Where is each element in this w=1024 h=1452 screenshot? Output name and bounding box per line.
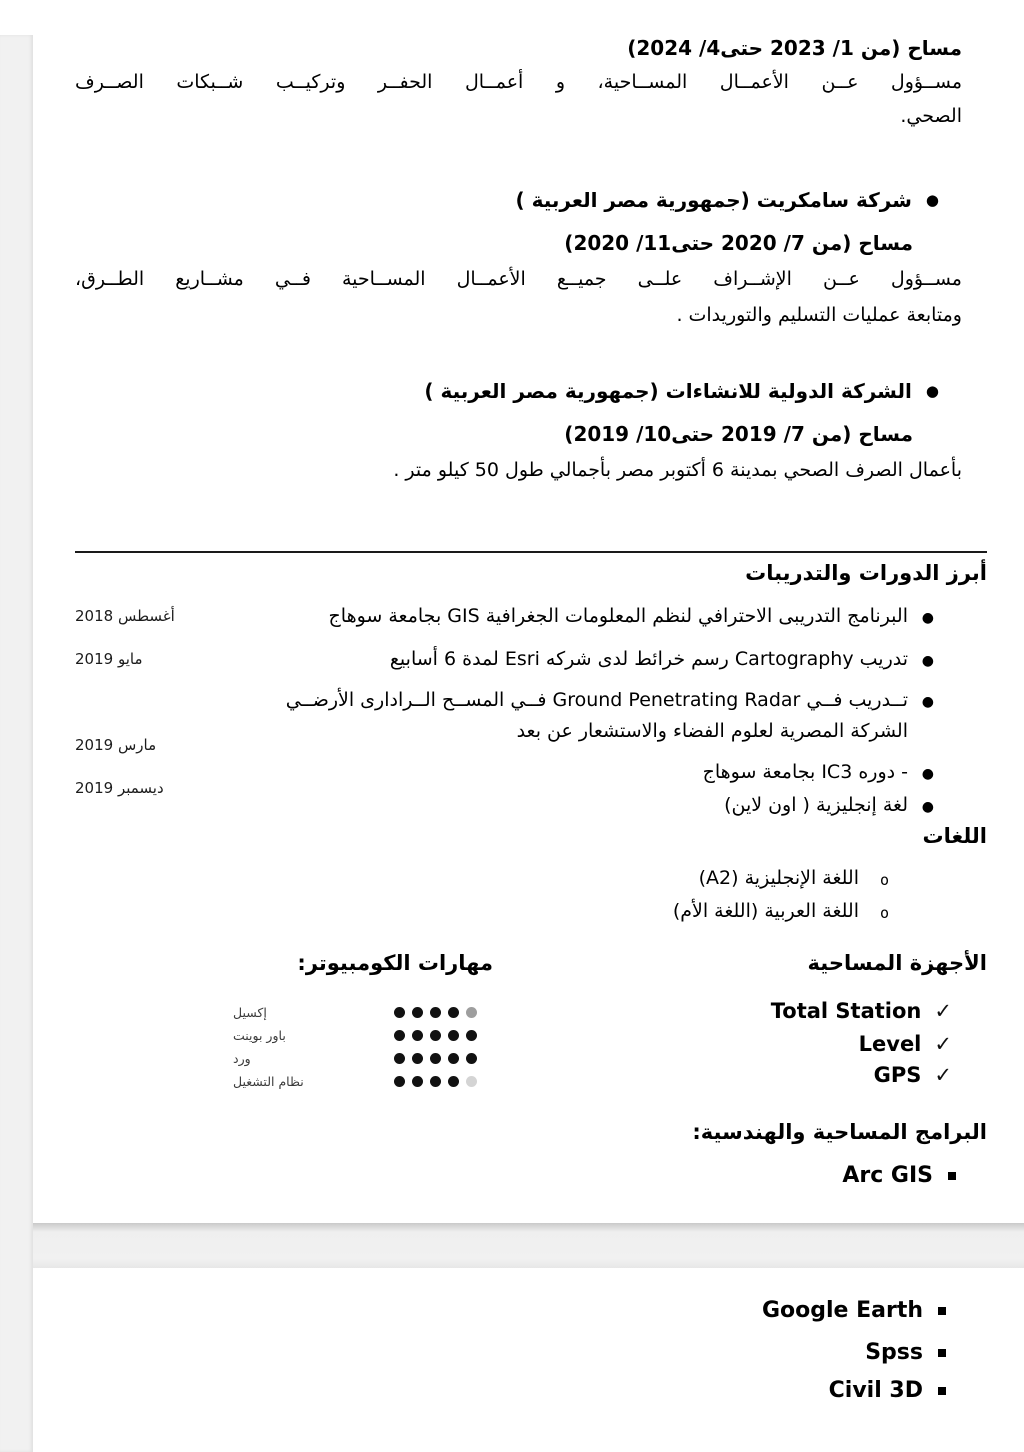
training-date-3: مارس 2019 (75, 736, 157, 754)
training-date-4: ديسمبر 2019 (75, 779, 164, 797)
dot-filled (430, 1076, 441, 1087)
software-heading: البرامج المساحية والهندسية: (692, 1120, 987, 1144)
skill-label: ورد (233, 1051, 251, 1066)
bullet-square-icon (948, 1172, 956, 1180)
dot-filled (412, 1030, 423, 1041)
dot-filled (394, 1076, 405, 1087)
experience-2-description-line1: مســؤول عــن الإشــراف علــى جميــع الأعمــال المســاحية فــي مشــاريع الطــرق، (75, 268, 962, 290)
dot-filled (412, 1053, 423, 1064)
bullet-square-icon (938, 1307, 946, 1315)
dot-filled (394, 1053, 405, 1064)
computer-skills-heading: مهارات الكومبيوتر: (297, 951, 493, 975)
bullet-circle-icon: o (879, 871, 889, 889)
bullet-disc-icon: ● (921, 610, 934, 626)
skill-row-word (233, 1047, 477, 1070)
training-item-3: ● تــدريب فــي Ground Penetrating Radar فــي المســح الــرادارى الأرضــي الشركة المصرية لعلوم الفضاء والاستشعار عن بعد (180, 685, 934, 747)
dot-filled (394, 1007, 405, 1018)
training-item-2: ● تدريب Cartography رسم خرائط لدى شركه Esri لمدة 6 أسابيع (180, 644, 934, 677)
bullet-square-icon (938, 1387, 946, 1395)
training-date-1: أغسطس 2018 (75, 607, 175, 625)
skill-label: نظام التشغيل (233, 1074, 304, 1089)
experience-1-role-dates: مساح (من 1/ 2023 حتى4/ 2024) (627, 36, 962, 60)
dot-filled (448, 1007, 459, 1018)
skill-rating-dots (394, 1053, 477, 1064)
training-item-4: ● - دوره IC3 بجامعة سوهاج (180, 757, 934, 790)
dot-empty (466, 1007, 477, 1018)
page-left-margin (0, 35, 33, 1452)
computer-skills-table (233, 1001, 477, 1093)
checkmark-icon: ✓ (934, 999, 952, 1023)
dot-filled (448, 1030, 459, 1041)
checkmark-icon: ✓ (934, 1032, 952, 1056)
dot-filled (430, 1007, 441, 1018)
skill-rating-dots (394, 1007, 477, 1018)
skill-rating-dots (394, 1030, 477, 1041)
experience-3-role-dates: مساح (من 7/ 2019 حتى10/ 2019) (564, 422, 913, 446)
dot-filled (466, 1030, 477, 1041)
software-item-arcgis: Arc GIS (600, 1161, 956, 1191)
experience-2-description-line2: ومتابعة عمليات التسليم والتوريدات . (676, 304, 962, 326)
bullet-circle-icon: o (879, 904, 889, 922)
trainings-heading: أبرز الدورات والتدريبات (745, 561, 987, 585)
experience-1-description-line2: الصحي. (900, 105, 962, 127)
equipment-item-3: GPS ✓ (700, 1060, 952, 1090)
dot-filled (430, 1030, 441, 1041)
training-item-1: ● البرنامج التدريبى الاحترافي لنظم المعلومات الجغرافية GIS بجامعة سوهاج (180, 601, 934, 634)
equipment-item-2: Level ✓ (700, 1029, 952, 1059)
dot-filled (448, 1053, 459, 1064)
bullet-disc-icon: ● (925, 382, 939, 400)
software-item-civil3d: Civil 3D (600, 1376, 946, 1406)
experience-3-company: ●الشركة الدولية للانشاءات (جمهورية مصر العربية ) (424, 379, 939, 403)
training-date-2: مايو 2019 (75, 650, 143, 668)
experience-2-role-dates: مساح (من 7/ 2020 حتى11/ 2020) (564, 231, 913, 255)
bullet-disc-icon: ● (921, 766, 934, 782)
languages-heading: اللغات (922, 824, 987, 848)
equipment-item-1: Total Station ✓ (700, 996, 952, 1026)
language-item-1: o اللغة الإنجليزية (A2) (300, 863, 889, 895)
dot-filled (448, 1076, 459, 1087)
software-item-spss: Spss (600, 1338, 946, 1368)
equipment-heading: الأجهزة المساحية (807, 951, 987, 975)
checkmark-icon: ✓ (934, 1063, 952, 1087)
dot-filled (412, 1076, 423, 1087)
bullet-disc-icon: ● (921, 653, 934, 669)
software-item-google-earth: Google Earth (600, 1296, 946, 1326)
dot-filled (430, 1053, 441, 1064)
skill-label: باور بوينت (233, 1028, 286, 1043)
experience-3-description-line1: بأعمال الصرف الصحي بمدينة 6 أكتوبر مصر بأجمالي طول 50 كيلو متر . (393, 459, 962, 481)
experience-2-company: ●شركة سامكريت (جمهورية مصر العربية ) (515, 188, 939, 212)
page-break-gap (33, 1223, 1024, 1268)
dot-filled (394, 1030, 405, 1041)
skill-label: إكسيل (233, 1005, 267, 1020)
skill-row-os (233, 1070, 477, 1093)
dot-filled (466, 1053, 477, 1064)
skill-row-excel (233, 1001, 477, 1024)
dot-empty (466, 1076, 477, 1087)
training-item-5: ● لغة إنجليزية ( اون لاين) (180, 790, 934, 823)
experience-1-description-line1: مســؤول عــن الأعمــال المســاحية، و أعمــال الحفــر وتركيــب شــبكات الصــرف (75, 71, 962, 93)
bullet-disc-icon: ● (921, 799, 934, 815)
skill-rating-dots (394, 1076, 477, 1087)
dot-filled (412, 1007, 423, 1018)
language-item-2: o اللغة العربية (اللغة الأم) (300, 896, 889, 928)
bullet-disc-icon: ● (925, 191, 939, 209)
skill-row-powerpoint (233, 1024, 477, 1047)
section-divider (75, 551, 987, 553)
bullet-disc-icon: ● (921, 694, 934, 710)
bullet-square-icon (938, 1349, 946, 1357)
